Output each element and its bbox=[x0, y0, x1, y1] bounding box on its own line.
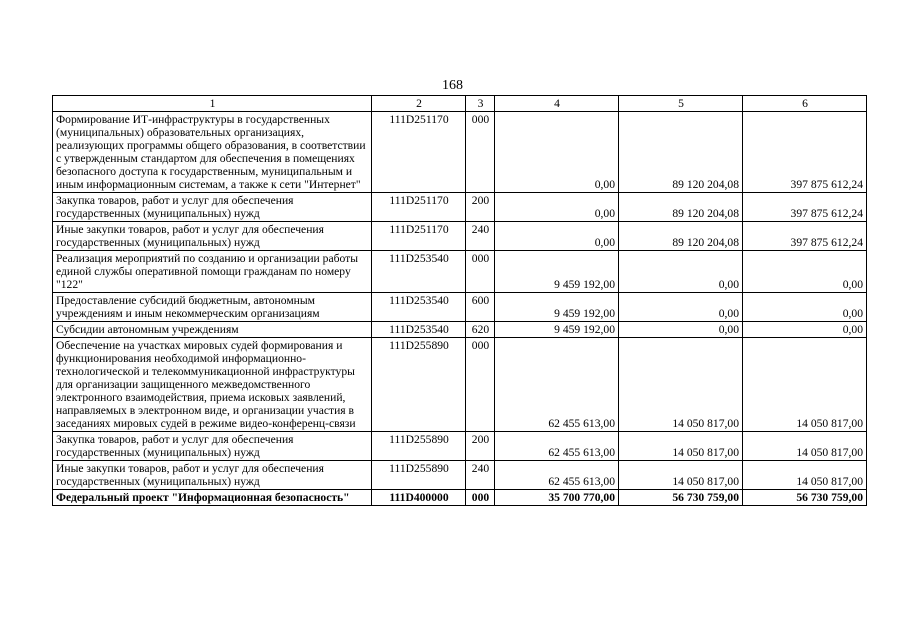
row-value-4: 9 459 192,00 bbox=[495, 251, 619, 293]
row-code: 111D251170 bbox=[372, 193, 466, 222]
row-name: Закупка товаров, работ и услуг для обеспечения государственных (муниципальных) нужд bbox=[53, 432, 372, 461]
row-name: Реализация мероприятий по созданию и организации работы единой службы оперативной помощи гражданам по номеру "122" bbox=[53, 251, 372, 293]
row-expense-type: 200 bbox=[466, 193, 495, 222]
row-expense-type: 240 bbox=[466, 222, 495, 251]
row-value-4: 9 459 192,00 bbox=[495, 293, 619, 322]
table-row bbox=[53, 112, 867, 193]
row-value-4: 0,00 bbox=[495, 112, 619, 193]
row-value-4: 62 455 613,00 bbox=[495, 461, 619, 490]
row-value-5: 0,00 bbox=[619, 251, 743, 293]
row-value-5: 0,00 bbox=[619, 293, 743, 322]
row-value-5: 89 120 204,08 bbox=[619, 193, 743, 222]
table-row bbox=[53, 222, 867, 251]
table-row bbox=[53, 461, 867, 490]
row-code: 111D400000 bbox=[372, 490, 466, 506]
row-name: Предоставление субсидий бюджетным, автономным учреждениям и иным некоммерческим организациям bbox=[53, 293, 372, 322]
row-name: Федеральный проект "Информационная безопасность" bbox=[53, 490, 372, 506]
column-header-1: 1 bbox=[53, 96, 372, 112]
row-value-5: 14 050 817,00 bbox=[619, 461, 743, 490]
row-value-6: 397 875 612,24 bbox=[743, 222, 867, 251]
table-row bbox=[53, 251, 867, 293]
column-header-4: 4 bbox=[495, 96, 619, 112]
row-value-6: 14 050 817,00 bbox=[743, 432, 867, 461]
table-header-row bbox=[53, 96, 867, 112]
row-expense-type: 200 bbox=[466, 432, 495, 461]
row-value-6: 0,00 bbox=[743, 293, 867, 322]
row-name: Иные закупки товаров, работ и услуг для обеспечения государственных (муниципальных) нужд bbox=[53, 222, 372, 251]
row-value-5: 14 050 817,00 bbox=[619, 432, 743, 461]
row-value-5: 0,00 bbox=[619, 322, 743, 338]
row-expense-type: 000 bbox=[466, 338, 495, 432]
row-value-4: 9 459 192,00 bbox=[495, 322, 619, 338]
row-name: Иные закупки товаров, работ и услуг для обеспечения государственных (муниципальных) нужд bbox=[53, 461, 372, 490]
row-code: 111D255890 bbox=[372, 338, 466, 432]
column-header-3: 3 bbox=[466, 96, 495, 112]
row-expense-type: 000 bbox=[466, 112, 495, 193]
row-value-4: 0,00 bbox=[495, 193, 619, 222]
row-code: 111D253540 bbox=[372, 322, 466, 338]
row-code: 111D253540 bbox=[372, 293, 466, 322]
row-value-5: 14 050 817,00 bbox=[619, 338, 743, 432]
row-code: 111D251170 bbox=[372, 112, 466, 193]
row-name: Обеспечение на участках мировых судей формирования и функционирования необходимой информационно-технологической и телекоммуникационной инфраструктуры для организации защищенного межведомственного электронного взаимодействия, приема исковых заявлений, направляемых в электронном виде, и организации участия в заседаниях мировых судей в режиме видео-конференц-связи bbox=[53, 338, 372, 432]
table-row bbox=[53, 293, 867, 322]
row-value-4: 35 700 770,00 bbox=[495, 490, 619, 506]
table-row bbox=[53, 193, 867, 222]
table-row bbox=[53, 338, 867, 432]
row-value-6: 397 875 612,24 bbox=[743, 193, 867, 222]
row-value-5: 89 120 204,08 bbox=[619, 112, 743, 193]
column-header-6: 6 bbox=[743, 96, 867, 112]
table-row bbox=[53, 432, 867, 461]
table-row-total bbox=[53, 490, 867, 506]
table-row bbox=[53, 322, 867, 338]
row-code: 111D253540 bbox=[372, 251, 466, 293]
row-value-6: 0,00 bbox=[743, 322, 867, 338]
row-expense-type: 240 bbox=[466, 461, 495, 490]
row-name: Субсидии автономным учреждениям bbox=[53, 322, 372, 338]
row-value-4: 62 455 613,00 bbox=[495, 338, 619, 432]
row-name: Закупка товаров, работ и услуг для обеспечения государственных (муниципальных) нужд bbox=[53, 193, 372, 222]
row-name: Формирование ИТ-инфраструктуры в государственных (муниципальных) образовательных организациях, реализующих программы общего образования, в соответствии с утвержденным стандартом для обеспечения в помещениях безопасного доступа к государственным, муниципальным и иным информационным системам, а также к сети "Интернет" bbox=[53, 112, 372, 193]
row-value-6: 56 730 759,00 bbox=[743, 490, 867, 506]
column-header-2: 2 bbox=[372, 96, 466, 112]
row-value-6: 14 050 817,00 bbox=[743, 338, 867, 432]
row-value-5: 89 120 204,08 bbox=[619, 222, 743, 251]
row-expense-type: 000 bbox=[466, 251, 495, 293]
row-value-6: 14 050 817,00 bbox=[743, 461, 867, 490]
page-number: 168 bbox=[442, 78, 463, 93]
row-value-4: 0,00 bbox=[495, 222, 619, 251]
column-header-5: 5 bbox=[619, 96, 743, 112]
row-expense-type: 620 bbox=[466, 322, 495, 338]
row-value-6: 397 875 612,24 bbox=[743, 112, 867, 193]
row-expense-type: 000 bbox=[466, 490, 495, 506]
budget-table bbox=[52, 95, 867, 506]
row-code: 111D251170 bbox=[372, 222, 466, 251]
row-value-5: 56 730 759,00 bbox=[619, 490, 743, 506]
row-value-6: 0,00 bbox=[743, 251, 867, 293]
row-expense-type: 600 bbox=[466, 293, 495, 322]
row-code: 111D255890 bbox=[372, 461, 466, 490]
row-value-4: 62 455 613,00 bbox=[495, 432, 619, 461]
row-code: 111D255890 bbox=[372, 432, 466, 461]
